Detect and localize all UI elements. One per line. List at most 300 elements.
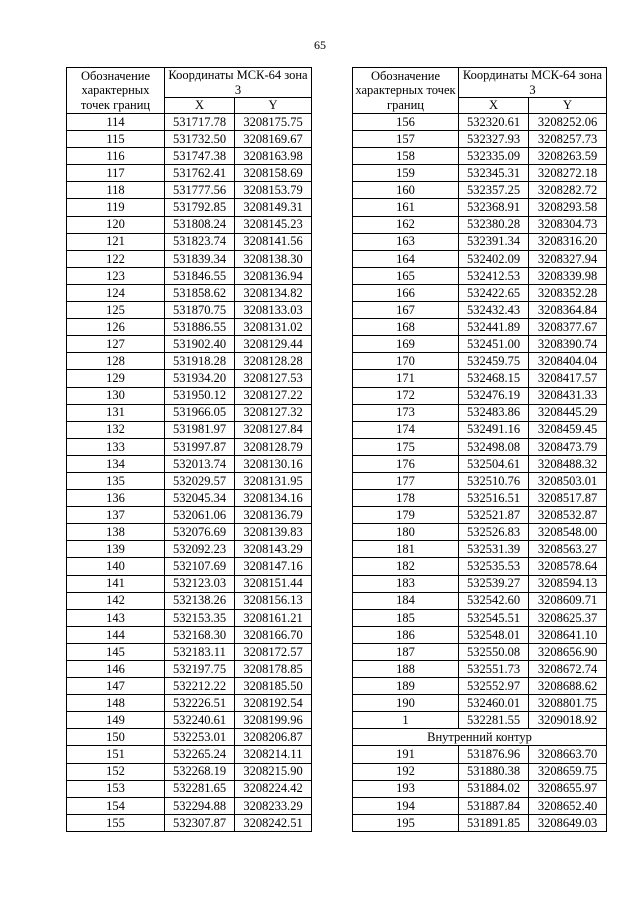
x-coordinate-cell: 532357.25: [459, 182, 529, 199]
point-id-cell: 123: [67, 267, 165, 284]
y-coordinate-cell: 3208133.03: [235, 302, 312, 319]
x-coordinate-cell: 531918.28: [165, 353, 235, 370]
y-coordinate-cell: 3208663.70: [529, 746, 607, 763]
point-id-cell: 168: [353, 319, 459, 336]
point-id-cell: 117: [67, 165, 165, 182]
y-coordinate-cell: 3208192.54: [235, 695, 312, 712]
table-row: [67, 712, 312, 729]
y-coordinate-cell: 3208431.33: [529, 387, 607, 404]
table-row: [353, 233, 607, 250]
y-coordinate-cell: 3208172.57: [235, 643, 312, 660]
point-id-cell: 165: [353, 267, 459, 284]
y-coordinate-cell: 3208129.44: [235, 336, 312, 353]
table-row: [67, 541, 312, 558]
table-row: [353, 250, 607, 267]
x-coordinate-cell: 532061.06: [165, 507, 235, 524]
point-id-cell: 147: [67, 678, 165, 695]
point-id-cell: 1: [353, 712, 459, 729]
table-row: [67, 763, 312, 780]
y-coordinate-cell: 3208166.70: [235, 626, 312, 643]
table-row: [67, 182, 312, 199]
y-coordinate-cell: 3208594.13: [529, 575, 607, 592]
point-designation-header: Обозначение характерных точек границ: [353, 68, 459, 114]
y-column-header: Y: [235, 98, 312, 114]
y-coordinate-cell: 3208145.23: [235, 216, 312, 233]
x-coordinate-cell: 532539.27: [459, 575, 529, 592]
table-row: [353, 421, 607, 438]
point-id-cell: 118: [67, 182, 165, 199]
point-id-cell: 171: [353, 370, 459, 387]
x-coordinate-cell: 532226.51: [165, 695, 235, 712]
y-coordinate-cell: 3208339.98: [529, 267, 607, 284]
point-id-cell: 156: [353, 114, 459, 131]
y-coordinate-cell: 3208127.84: [235, 421, 312, 438]
table-row: [67, 643, 312, 660]
y-coordinate-cell: 3208688.62: [529, 678, 607, 695]
point-id-cell: 115: [67, 131, 165, 148]
table-row: [67, 455, 312, 472]
y-coordinate-cell: 3208364.84: [529, 302, 607, 319]
table-row: [353, 387, 607, 404]
x-coordinate-cell: 532535.53: [459, 558, 529, 575]
x-coordinate-cell: 532460.01: [459, 695, 529, 712]
y-coordinate-cell: 3208151.44: [235, 575, 312, 592]
point-id-cell: 125: [67, 302, 165, 319]
x-coordinate-cell: 531846.55: [165, 267, 235, 284]
x-coordinate-cell: 531891.85: [459, 814, 529, 831]
table-row: [353, 472, 607, 489]
x-coordinate-cell: 532240.61: [165, 712, 235, 729]
point-id-cell: 143: [67, 609, 165, 626]
point-id-cell: 140: [67, 558, 165, 575]
point-id-cell: 131: [67, 404, 165, 421]
x-coordinate-cell: 531717.78: [165, 114, 235, 131]
point-id-cell: 186: [353, 626, 459, 643]
point-id-cell: 132: [67, 421, 165, 438]
point-id-cell: 174: [353, 421, 459, 438]
table-row: [67, 558, 312, 575]
x-coordinate-cell: 532013.74: [165, 455, 235, 472]
x-coordinate-cell: 532076.69: [165, 524, 235, 541]
y-coordinate-cell: 3208316.20: [529, 233, 607, 250]
x-coordinate-cell: 532320.61: [459, 114, 529, 131]
y-coordinate-cell: 3208656.90: [529, 643, 607, 660]
y-coordinate-cell: 3208417.57: [529, 370, 607, 387]
y-coordinate-cell: 3208143.29: [235, 541, 312, 558]
x-coordinate-cell: 532391.34: [459, 233, 529, 250]
x-coordinate-cell: 531777.56: [165, 182, 235, 199]
y-coordinate-cell: 3208532.87: [529, 507, 607, 524]
y-coordinate-cell: 3208141.56: [235, 233, 312, 250]
y-coordinate-cell: 3208563.27: [529, 541, 607, 558]
x-coordinate-cell: 532253.01: [165, 729, 235, 746]
point-id-cell: 148: [67, 695, 165, 712]
y-coordinate-cell: 3208136.79: [235, 507, 312, 524]
table-row: [67, 404, 312, 421]
table-row: [67, 490, 312, 507]
point-id-cell: 137: [67, 507, 165, 524]
point-id-cell: 127: [67, 336, 165, 353]
table-row: [353, 319, 607, 336]
x-coordinate-cell: 531950.12: [165, 387, 235, 404]
x-coordinate-cell: 531870.75: [165, 302, 235, 319]
point-id-cell: 130: [67, 387, 165, 404]
table-row: [353, 370, 607, 387]
point-id-cell: 119: [67, 199, 165, 216]
table-row: [353, 763, 607, 780]
point-id-cell: 176: [353, 455, 459, 472]
point-id-cell: 169: [353, 336, 459, 353]
right-table-body: [353, 114, 607, 832]
y-coordinate-cell: 3208156.13: [235, 592, 312, 609]
point-id-cell: 153: [67, 780, 165, 797]
x-coordinate-cell: 532548.01: [459, 626, 529, 643]
table-row: [353, 284, 607, 301]
x-coordinate-cell: 532422.65: [459, 284, 529, 301]
x-coordinate-cell: 532123.03: [165, 575, 235, 592]
table-row: [353, 148, 607, 165]
point-id-cell: 166: [353, 284, 459, 301]
point-id-cell: 178: [353, 490, 459, 507]
x-column-header: X: [459, 98, 529, 114]
y-column-header: Y: [529, 98, 607, 114]
point-id-cell: 142: [67, 592, 165, 609]
table-row: [67, 114, 312, 131]
table-row: [67, 524, 312, 541]
table-row: [67, 729, 312, 746]
table-row: [67, 353, 312, 370]
point-id-cell: 158: [353, 148, 459, 165]
y-coordinate-cell: 3208473.79: [529, 438, 607, 455]
y-coordinate-cell: 3208128.79: [235, 438, 312, 455]
point-id-cell: 116: [67, 148, 165, 165]
x-coordinate-cell: 532542.60: [459, 592, 529, 609]
point-id-cell: 128: [67, 353, 165, 370]
table-row: [353, 524, 607, 541]
table-row: [67, 592, 312, 609]
x-coordinate-cell: 532294.88: [165, 797, 235, 814]
table-row: [353, 182, 607, 199]
point-id-cell: 146: [67, 661, 165, 678]
x-coordinate-cell: 532441.89: [459, 319, 529, 336]
point-id-cell: 124: [67, 284, 165, 301]
y-coordinate-cell: 3208327.94: [529, 250, 607, 267]
table-row: [353, 541, 607, 558]
table-row: [353, 336, 607, 353]
y-coordinate-cell: 3208377.67: [529, 319, 607, 336]
table-row: [353, 609, 607, 626]
table-row: [67, 678, 312, 695]
table-row: [67, 199, 312, 216]
point-id-cell: 183: [353, 575, 459, 592]
table-row: [353, 455, 607, 472]
point-id-cell: 149: [67, 712, 165, 729]
x-coordinate-cell: 532504.61: [459, 455, 529, 472]
point-id-cell: 154: [67, 797, 165, 814]
y-coordinate-cell: 3208272.18: [529, 165, 607, 182]
x-coordinate-cell: 531792.85: [165, 199, 235, 216]
table-row: [353, 199, 607, 216]
x-coordinate-cell: 532168.30: [165, 626, 235, 643]
point-id-cell: 161: [353, 199, 459, 216]
y-coordinate-cell: 3208158.69: [235, 165, 312, 182]
point-id-cell: 190: [353, 695, 459, 712]
y-coordinate-cell: 3208127.22: [235, 387, 312, 404]
point-designation-header: Обозначение характерных точек границ: [67, 68, 165, 114]
x-coordinate-cell: 532402.09: [459, 250, 529, 267]
table-row: [67, 148, 312, 165]
point-id-cell: 121: [67, 233, 165, 250]
point-id-cell: 177: [353, 472, 459, 489]
x-coordinate-cell: 532459.75: [459, 353, 529, 370]
x-coordinate-cell: 532029.57: [165, 472, 235, 489]
x-coordinate-cell: 532491.16: [459, 421, 529, 438]
y-coordinate-cell: 3208252.06: [529, 114, 607, 131]
point-id-cell: 138: [67, 524, 165, 541]
point-id-cell: 193: [353, 780, 459, 797]
table-row: [353, 746, 607, 763]
table-row: [353, 575, 607, 592]
x-coordinate-cell: 532552.97: [459, 678, 529, 695]
x-coordinate-cell: 532531.39: [459, 541, 529, 558]
x-coordinate-cell: 531884.02: [459, 780, 529, 797]
section-header-row: [353, 729, 607, 746]
table-row: [67, 267, 312, 284]
y-coordinate-cell: 3208127.32: [235, 404, 312, 421]
y-coordinate-cell: 3208149.31: [235, 199, 312, 216]
table-row: [67, 626, 312, 643]
x-column-header: X: [165, 98, 235, 114]
y-coordinate-cell: 3208649.03: [529, 814, 607, 831]
y-coordinate-cell: 3208659.75: [529, 763, 607, 780]
y-coordinate-cell: 3208672.74: [529, 661, 607, 678]
y-coordinate-cell: 3208257.73: [529, 131, 607, 148]
x-coordinate-cell: 532153.35: [165, 609, 235, 626]
point-id-cell: 135: [67, 472, 165, 489]
table-row: [353, 131, 607, 148]
point-id-cell: 157: [353, 131, 459, 148]
table-row: [353, 490, 607, 507]
y-coordinate-cell: 3208655.97: [529, 780, 607, 797]
table-row: [353, 404, 607, 421]
point-id-cell: 192: [353, 763, 459, 780]
point-id-cell: 129: [67, 370, 165, 387]
y-coordinate-cell: 3208517.87: [529, 490, 607, 507]
point-id-cell: 126: [67, 319, 165, 336]
x-coordinate-cell: 531876.96: [459, 746, 529, 763]
table-row: [353, 302, 607, 319]
table-row: [353, 165, 607, 182]
point-id-cell: 144: [67, 626, 165, 643]
x-coordinate-cell: 531887.84: [459, 797, 529, 814]
x-coordinate-cell: 531823.74: [165, 233, 235, 250]
table-row: [353, 780, 607, 797]
table-row: [67, 387, 312, 404]
y-coordinate-cell: 3208127.53: [235, 370, 312, 387]
x-coordinate-cell: 532498.08: [459, 438, 529, 455]
y-coordinate-cell: 3208134.16: [235, 490, 312, 507]
y-coordinate-cell: 3208163.98: [235, 148, 312, 165]
x-coordinate-cell: 532197.75: [165, 661, 235, 678]
y-coordinate-cell: 3208263.59: [529, 148, 607, 165]
point-id-cell: 134: [67, 455, 165, 472]
y-coordinate-cell: 3208404.04: [529, 353, 607, 370]
point-id-cell: 114: [67, 114, 165, 131]
x-coordinate-cell: 531808.24: [165, 216, 235, 233]
x-coordinate-cell: 531747.38: [165, 148, 235, 165]
y-coordinate-cell: 3208215.90: [235, 763, 312, 780]
y-coordinate-cell: 3208293.58: [529, 199, 607, 216]
table-row: [67, 746, 312, 763]
x-coordinate-cell: 532476.19: [459, 387, 529, 404]
point-id-cell: 141: [67, 575, 165, 592]
x-coordinate-cell: 531762.41: [165, 165, 235, 182]
y-coordinate-cell: 3208134.82: [235, 284, 312, 301]
table-row: [353, 114, 607, 131]
y-coordinate-cell: 3208548.00: [529, 524, 607, 541]
point-id-cell: 136: [67, 490, 165, 507]
inner-contour-label: Внутренний контур: [353, 729, 607, 746]
table-row: [67, 250, 312, 267]
x-coordinate-cell: 531839.34: [165, 250, 235, 267]
y-coordinate-cell: 3208199.96: [235, 712, 312, 729]
y-coordinate-cell: 3208175.75: [235, 114, 312, 131]
x-coordinate-cell: 532510.76: [459, 472, 529, 489]
y-coordinate-cell: 3208233.29: [235, 797, 312, 814]
x-coordinate-cell: 532521.87: [459, 507, 529, 524]
y-coordinate-cell: 3208224.42: [235, 780, 312, 797]
point-id-cell: 159: [353, 165, 459, 182]
x-coordinate-cell: 531732.50: [165, 131, 235, 148]
table-row: [353, 507, 607, 524]
point-id-cell: 167: [353, 302, 459, 319]
x-coordinate-cell: 531997.87: [165, 438, 235, 455]
x-coordinate-cell: 532045.34: [165, 490, 235, 507]
point-id-cell: 189: [353, 678, 459, 695]
point-id-cell: 181: [353, 541, 459, 558]
x-coordinate-cell: 532212.22: [165, 678, 235, 695]
table-row: [353, 695, 607, 712]
point-id-cell: 139: [67, 541, 165, 558]
y-coordinate-cell: 3208304.73: [529, 216, 607, 233]
point-id-cell: 180: [353, 524, 459, 541]
x-coordinate-cell: 531902.40: [165, 336, 235, 353]
table-row: [67, 370, 312, 387]
x-coordinate-cell: 532412.53: [459, 267, 529, 284]
y-coordinate-cell: 3208390.74: [529, 336, 607, 353]
x-coordinate-cell: 531858.62: [165, 284, 235, 301]
coordinates-table-left: [66, 67, 312, 832]
x-coordinate-cell: 531934.20: [165, 370, 235, 387]
point-id-cell: 120: [67, 216, 165, 233]
coordinates-table-right: [352, 67, 607, 832]
y-coordinate-cell: 3208185.50: [235, 678, 312, 695]
y-coordinate-cell: 3208147.16: [235, 558, 312, 575]
point-id-cell: 191: [353, 746, 459, 763]
y-coordinate-cell: 3208130.16: [235, 455, 312, 472]
point-id-cell: 170: [353, 353, 459, 370]
y-coordinate-cell: 3208131.02: [235, 319, 312, 336]
left-table-body: [67, 114, 312, 832]
point-id-cell: 152: [67, 763, 165, 780]
y-coordinate-cell: 3208609.71: [529, 592, 607, 609]
x-coordinate-cell: 532345.31: [459, 165, 529, 182]
point-id-cell: 184: [353, 592, 459, 609]
table-row: [67, 302, 312, 319]
y-coordinate-cell: 3208128.28: [235, 353, 312, 370]
table-row: [67, 780, 312, 797]
y-coordinate-cell: 3208136.94: [235, 267, 312, 284]
x-coordinate-cell: 532307.87: [165, 814, 235, 831]
x-coordinate-cell: 532551.73: [459, 661, 529, 678]
point-id-cell: 172: [353, 387, 459, 404]
y-coordinate-cell: 3208131.95: [235, 472, 312, 489]
y-coordinate-cell: 3208242.51: [235, 814, 312, 831]
table-row: [353, 353, 607, 370]
table-row: [67, 661, 312, 678]
y-coordinate-cell: 3208206.87: [235, 729, 312, 746]
x-coordinate-cell: 532138.26: [165, 592, 235, 609]
x-coordinate-cell: 532183.11: [165, 643, 235, 660]
point-id-cell: 162: [353, 216, 459, 233]
table-row: [353, 438, 607, 455]
table-row: [67, 438, 312, 455]
table-row: [353, 267, 607, 284]
x-coordinate-cell: 531886.55: [165, 319, 235, 336]
point-id-cell: 150: [67, 729, 165, 746]
point-id-cell: 151: [67, 746, 165, 763]
y-coordinate-cell: 3208503.01: [529, 472, 607, 489]
point-id-cell: 185: [353, 609, 459, 626]
x-coordinate-cell: 532335.09: [459, 148, 529, 165]
coordinates-header: Координаты МСК-64 зона 3: [165, 68, 312, 98]
point-id-cell: 122: [67, 250, 165, 267]
y-coordinate-cell: 3208641.10: [529, 626, 607, 643]
table-row: [67, 233, 312, 250]
y-coordinate-cell: 3208352.28: [529, 284, 607, 301]
table-row: [353, 558, 607, 575]
x-coordinate-cell: 532380.28: [459, 216, 529, 233]
x-coordinate-cell: 532281.55: [459, 712, 529, 729]
table-row: [67, 284, 312, 301]
table-row: [353, 216, 607, 233]
x-coordinate-cell: 532368.91: [459, 199, 529, 216]
point-id-cell: 175: [353, 438, 459, 455]
x-coordinate-cell: 532268.19: [165, 763, 235, 780]
table-row: [67, 421, 312, 438]
table-row: [67, 507, 312, 524]
x-coordinate-cell: 532483.86: [459, 404, 529, 421]
y-coordinate-cell: 3208578.64: [529, 558, 607, 575]
x-coordinate-cell: 532550.08: [459, 643, 529, 660]
x-coordinate-cell: 532107.69: [165, 558, 235, 575]
point-id-cell: 155: [67, 814, 165, 831]
table-row: [67, 472, 312, 489]
point-id-cell: 187: [353, 643, 459, 660]
point-id-cell: 188: [353, 661, 459, 678]
table-row: [353, 797, 607, 814]
table-row: [67, 609, 312, 626]
x-coordinate-cell: 532092.23: [165, 541, 235, 558]
table-row: [67, 814, 312, 831]
table-row: [353, 678, 607, 695]
y-coordinate-cell: 3208178.85: [235, 661, 312, 678]
table-row: [353, 643, 607, 660]
y-coordinate-cell: 3208801.75: [529, 695, 607, 712]
point-id-cell: 160: [353, 182, 459, 199]
point-id-cell: 194: [353, 797, 459, 814]
table-row: [67, 216, 312, 233]
